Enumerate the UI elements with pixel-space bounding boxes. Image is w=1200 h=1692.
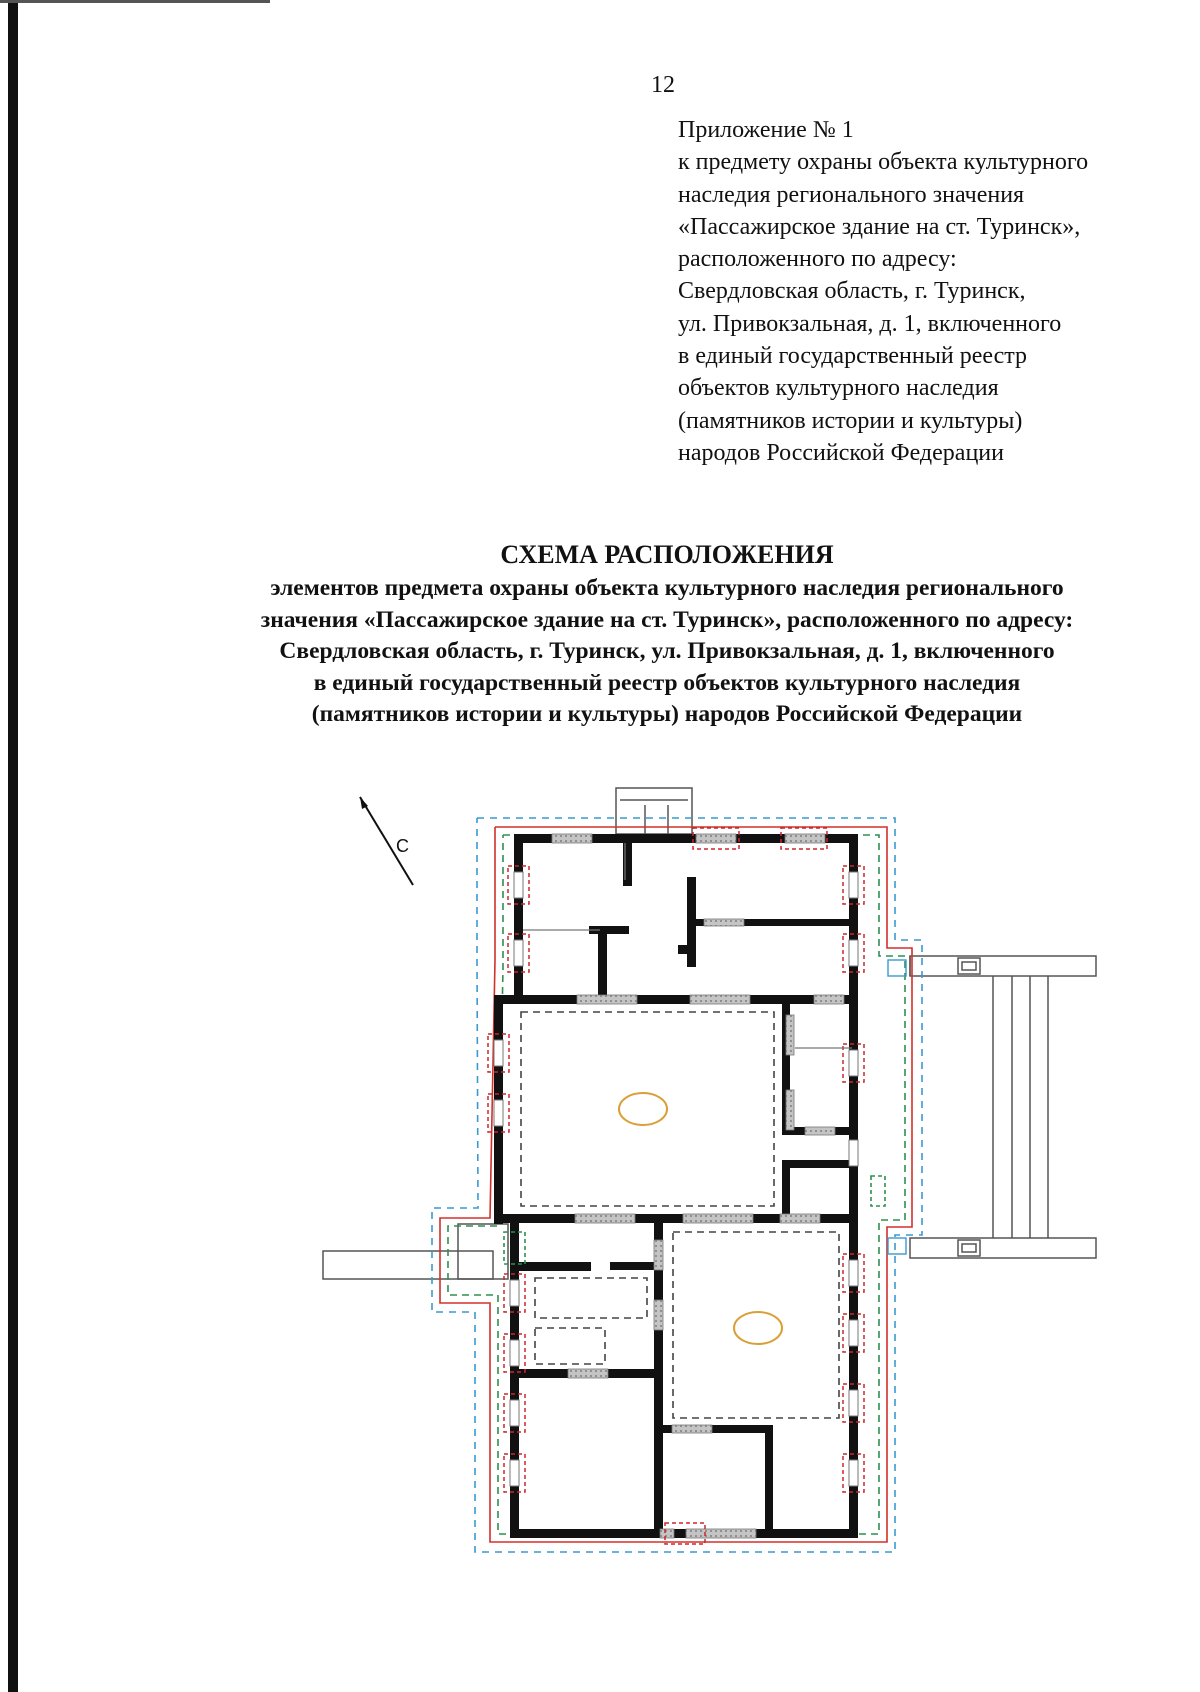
left-platform [323,1224,508,1279]
right-platform [910,956,1096,1258]
heading-line: в единый государственный реестр объектов культурного наследия [313,669,1021,696]
heading-title: СХЕМА РАСПОЛОЖЕНИЯ [500,540,834,569]
annex-block [678,114,1088,469]
heading-line: значения «Пассажирское здание на ст. Туринск», расположенного по адресу: [260,606,1074,633]
annex-line: народов Российской Федерации [678,439,1004,466]
windows [494,872,858,1486]
annex-line: объектов культурного наследия [678,375,999,402]
heading-line: элементов предмета охраны объекта культурного наследия регионального [270,575,1064,601]
entrance-blue-markers [888,960,906,1254]
annex-line: ул. Привокзальная, д. 1, включенного [678,310,1062,337]
hatched-wall-segments [552,834,844,1538]
north-arrow [360,797,413,885]
window-markers [488,828,864,1544]
annex-line: «Пассажирское здание на ст. Туринск», [678,213,1081,240]
annex-line: (памятников истории и культуры) [678,407,1023,434]
annex-line: в единый государственный реестр [678,343,1028,370]
scan-edge-top [0,0,270,3]
annex-line: Приложение № 1 [678,117,854,143]
scan-edge-left [8,0,18,1692]
annex-line: Свердловская область, г. Туринск, [678,278,1026,305]
heading-line: (памятников истории и культуры) народов Российской Федерации [311,701,1023,727]
ceiling-ellipse-upper [619,1093,667,1125]
annex-line: наследия регионального значения [678,181,1025,208]
north-label: С [396,836,409,856]
annex-line: расположенного по адресу: [678,246,957,273]
boundary-blue-line [432,818,922,1552]
boundary-lines [432,818,922,1552]
ceiling-ellipse-lower [734,1312,782,1344]
annex-line: к предмету охраны объекта культурного [678,149,1089,176]
page-number: 12 [651,72,675,98]
floor-plan [315,775,1105,1555]
heading-line: Свердловская область, г. Туринск, ул. Привокзальная, д. 1, включенного [279,638,1055,664]
document-heading [120,537,1200,731]
